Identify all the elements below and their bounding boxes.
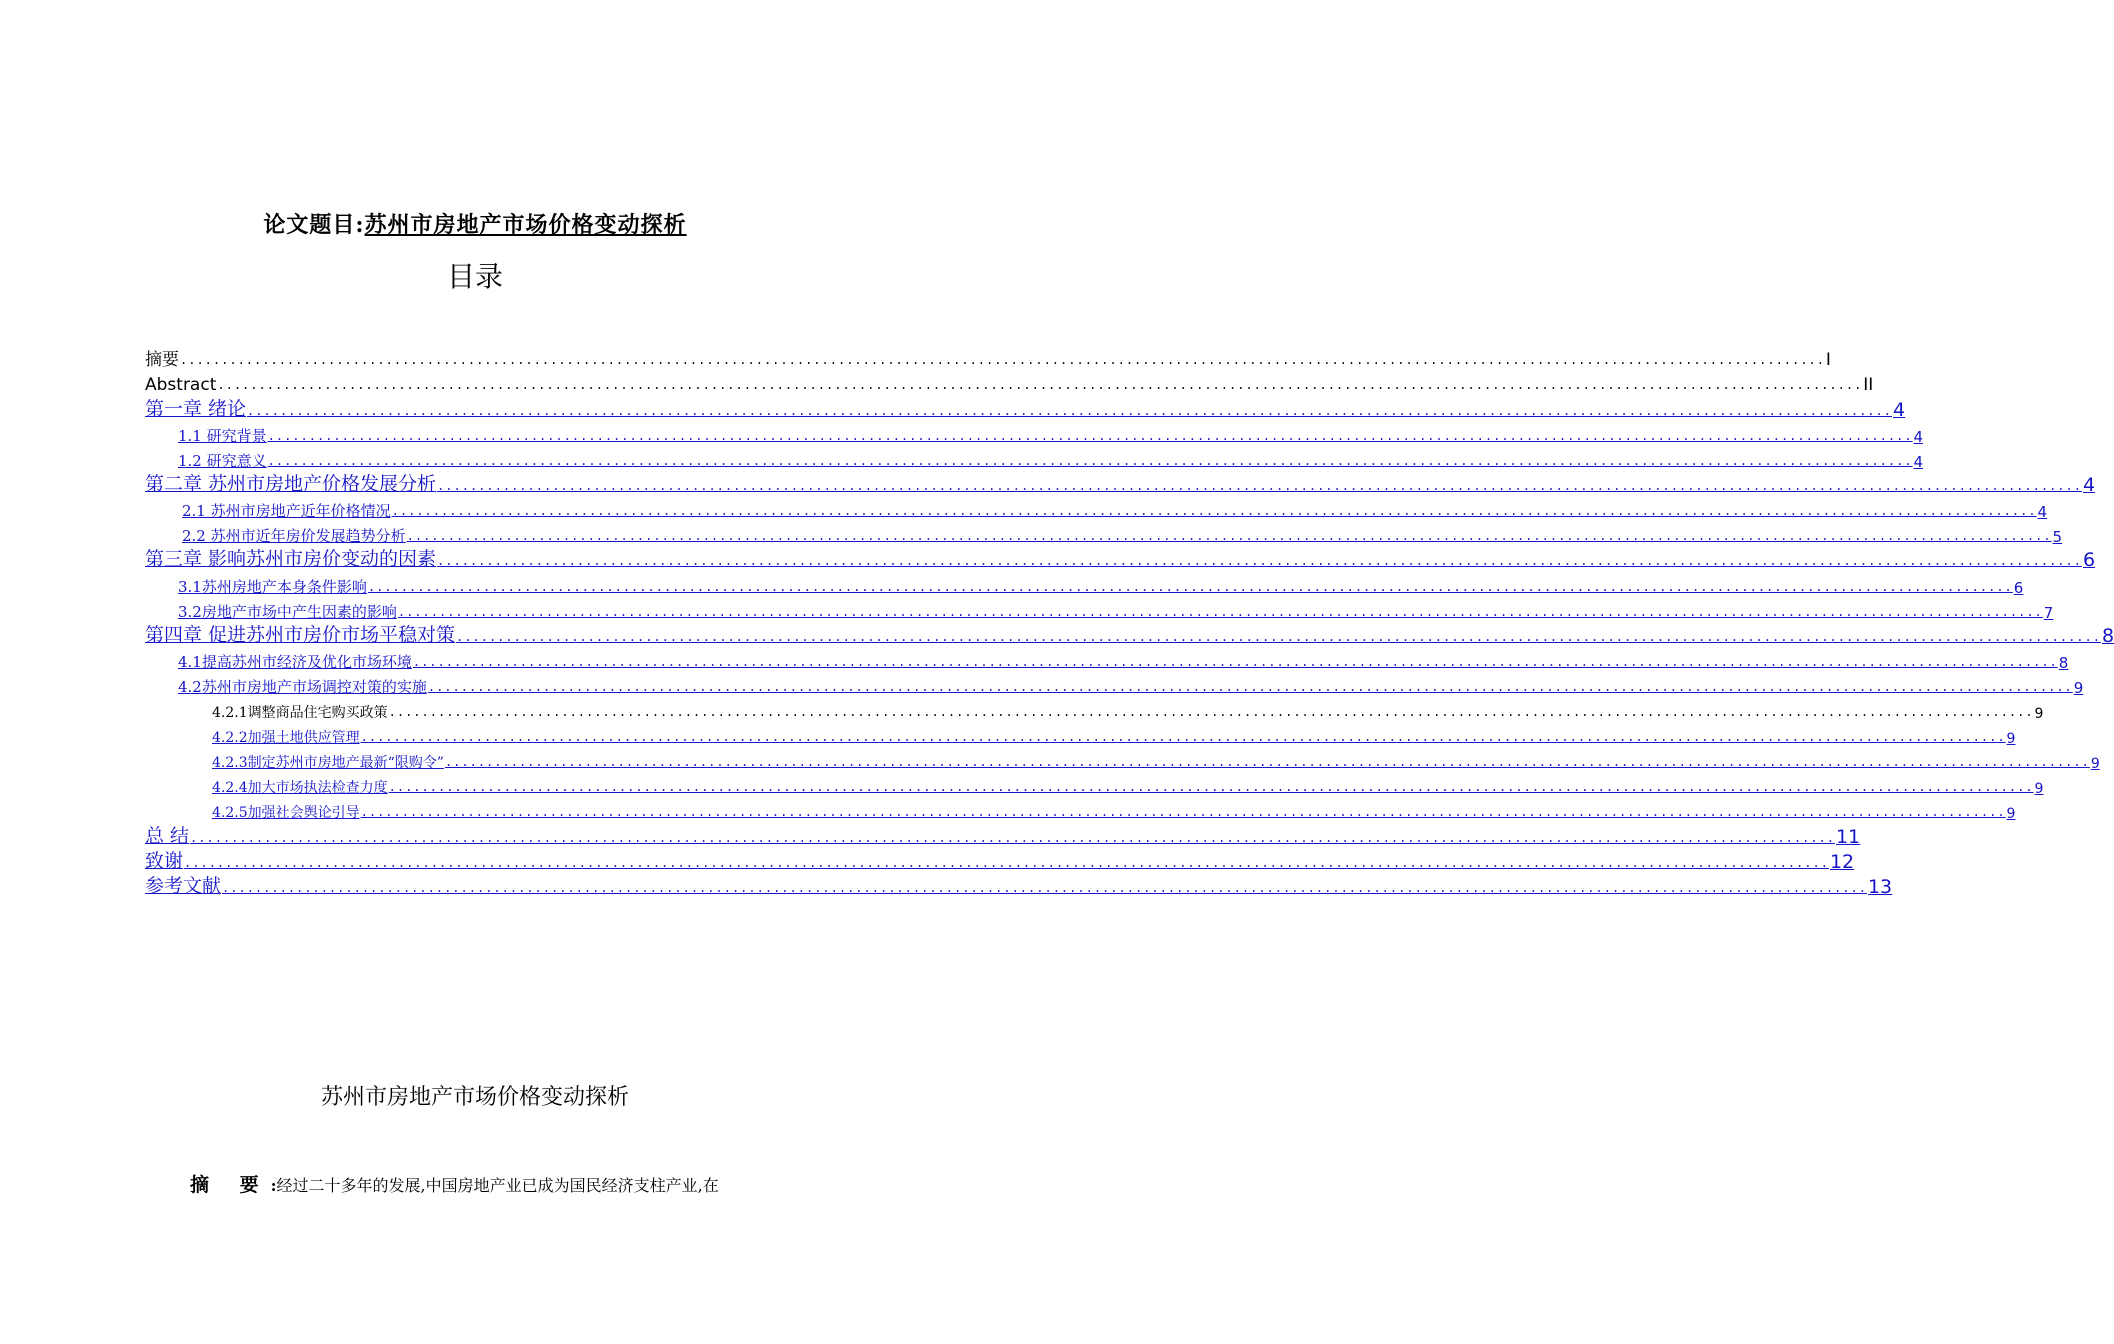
toc-entry-label: 2.2 苏州市近年房价发展趋势分析	[182, 527, 406, 545]
toc-entry-label: 第四章 促进苏州市房价市场平稳对策	[145, 624, 456, 646]
toc-entry-page: 6	[2013, 579, 2024, 597]
toc-entry-page: 4	[1892, 399, 1906, 421]
toc-dot-leader: ........................................................................................................................................................................................................	[367, 580, 2013, 594]
paper-title: 苏州市房地产市场价格变动探析	[320, 1085, 629, 1110]
toc-entry-label: 2.1 苏州市房地产近年价格情况	[182, 502, 391, 520]
toc-entry-page: 9	[2034, 781, 2044, 797]
toc-entry[interactable]	[145, 547, 2096, 571]
toc-dot-leader: ........................................................................................................................................................................................................	[222, 881, 1867, 895]
toc-entry-page: 12	[1829, 851, 1855, 873]
toc-entry-page: 9	[2073, 679, 2084, 697]
toc-entry-label: 4.2.3制定苏州市房地产最新“限购令”	[212, 755, 444, 771]
toc-entry	[212, 698, 2044, 722]
toc-entry[interactable]	[145, 849, 1855, 873]
toc-entry-page: 8	[2058, 654, 2069, 672]
toc-entry[interactable]	[212, 748, 2100, 772]
toc-dot-leader: ........................................................................................................................................................................................................	[184, 856, 1829, 870]
toc-entry[interactable]	[145, 472, 2096, 496]
toc-entry-label: 1.1 研究背景	[178, 427, 267, 445]
toc-entry-page: 13	[1867, 876, 1893, 898]
toc-entry-page: 4	[2037, 503, 2048, 521]
toc-dot-leader: ........................................................................................................................................................................................................	[247, 404, 1892, 418]
toc-entry	[145, 371, 1874, 395]
toc-dot-leader: ........................................................................................................................................................................................................	[388, 705, 2034, 719]
toc-entry[interactable]	[178, 598, 2054, 622]
toc-entry[interactable]	[212, 798, 2016, 822]
toc-entry-page: 4	[2082, 474, 2096, 496]
toc-dot-leader: ........................................................................................................................................................................................................	[360, 805, 2006, 819]
toc-entry-page: II	[1863, 375, 1874, 395]
abstract-label: 摘 要	[190, 1174, 271, 1196]
toc-heading: 目录	[446, 260, 503, 293]
toc-entry[interactable]	[178, 648, 2069, 672]
toc-entry[interactable]	[178, 422, 1924, 446]
abstract-paragraph	[190, 1170, 719, 1197]
toc-entry-label: 总 结	[145, 825, 190, 847]
toc-entry[interactable]	[182, 522, 2063, 546]
toc-entry[interactable]	[178, 673, 2084, 697]
toc-entry[interactable]	[145, 874, 1893, 898]
toc-entry-label: 4.2.1调整商品住宅购买政策	[212, 705, 388, 721]
thesis-title-line	[0, 208, 950, 239]
toc-entry-page: 7	[2043, 604, 2054, 622]
toc-entry-label: 第一章 绪论	[145, 398, 247, 420]
toc-dot-leader: ........................................................................................................................................................................................................	[444, 755, 2090, 769]
toc-dot-leader: ........................................................................................................................................................................................................	[217, 378, 1863, 392]
toc-entry-label: 4.2苏州市房地产市场调控对策的实施	[178, 678, 427, 696]
thesis-title-value: 苏州市房地产市场价格变动探析	[364, 212, 687, 238]
toc-dot-leader: ........................................................................................................................................................................................................	[456, 630, 2101, 644]
toc-entry-label: 致谢	[145, 850, 184, 872]
toc-entry[interactable]	[178, 573, 2024, 597]
toc-entry-label: 第三章 影响苏州市房价变动的因素	[145, 548, 437, 570]
toc-dot-leader: ........................................................................................................................................................................................................	[427, 680, 2073, 694]
toc-dot-leader: ........................................................................................................................................................................................................	[267, 429, 1913, 443]
toc-entry[interactable]	[178, 447, 1924, 471]
toc-entry[interactable]	[145, 824, 1861, 848]
toc-entry-label: 4.2.4加大市场执法检查力度	[212, 780, 388, 796]
toc-entry-page: 9	[2006, 731, 2016, 747]
toc-dot-leader: ........................................................................................................................................................................................................	[391, 504, 2037, 518]
toc-entry-label: 参考文献	[145, 875, 222, 897]
toc-entry-label: 3.1苏州房地产本身条件影响	[178, 578, 367, 596]
toc-entry-page: 11	[1835, 826, 1861, 848]
toc-dot-leader: ........................................................................................................................................................................................................	[180, 353, 1825, 367]
toc-entry[interactable]	[145, 623, 2114, 647]
toc-entry-label: 摘要	[145, 350, 179, 370]
toc-dot-leader: ........................................................................................................................................................................................................	[437, 554, 2082, 568]
toc-entry-label: 4.1提高苏州市经济及优化市场环境	[178, 653, 412, 671]
toc-entry[interactable]	[145, 397, 1906, 421]
toc-entry-page: 9	[2090, 756, 2100, 772]
toc-entry-label: 4.2.5加强社会舆论引导	[212, 805, 360, 821]
toc-entry-label: Abstract	[145, 375, 217, 395]
toc-entry[interactable]	[212, 773, 2044, 797]
toc-entry-label: 第二章 苏州市房地产价格发展分析	[145, 473, 437, 495]
toc-entry-page: 5	[2052, 528, 2063, 546]
toc-entry-label: 1.2 研究意义	[178, 452, 267, 470]
toc-entry-page: 9	[2034, 706, 2044, 722]
toc-entry-page: I	[1825, 350, 1831, 370]
toc-dot-leader: ........................................................................................................................................................................................................	[412, 655, 2058, 669]
toc-entry	[145, 346, 1831, 370]
abstract-text: 经过二十多年的发展,中国房地产业已成为国民经济支柱产业,在	[276, 1176, 719, 1195]
toc-dot-leader: ........................................................................................................................................................................................................	[190, 831, 1835, 845]
toc-entry-page: 4	[1913, 453, 1924, 471]
thesis-title-label: 论文题目:	[263, 212, 365, 238]
toc-entry-label: 3.2房地产市场中产生因素的影响	[178, 603, 397, 621]
toc-dot-leader: ........................................................................................................................................................................................................	[397, 605, 2043, 619]
toc-entry[interactable]	[212, 723, 2016, 747]
toc-entry-page: 4	[1913, 428, 1924, 446]
toc-entry-page: 8	[2101, 625, 2114, 647]
toc-entry-page: 9	[2006, 806, 2016, 822]
toc-entry-label: 4.2.2加强土地供应管理	[212, 730, 360, 746]
toc-dot-leader: ........................................................................................................................................................................................................	[360, 730, 2006, 744]
toc-entry[interactable]	[182, 497, 2048, 521]
toc-entry-page: 6	[2082, 549, 2096, 571]
toc-dot-leader: ........................................................................................................................................................................................................	[437, 479, 2082, 493]
toc-dot-leader: ........................................................................................................................................................................................................	[388, 780, 2034, 794]
toc-dot-leader: ........................................................................................................................................................................................................	[267, 454, 1913, 468]
abstract-colon: :	[270, 1176, 277, 1195]
toc-dot-leader: ........................................................................................................................................................................................................	[406, 529, 2052, 543]
